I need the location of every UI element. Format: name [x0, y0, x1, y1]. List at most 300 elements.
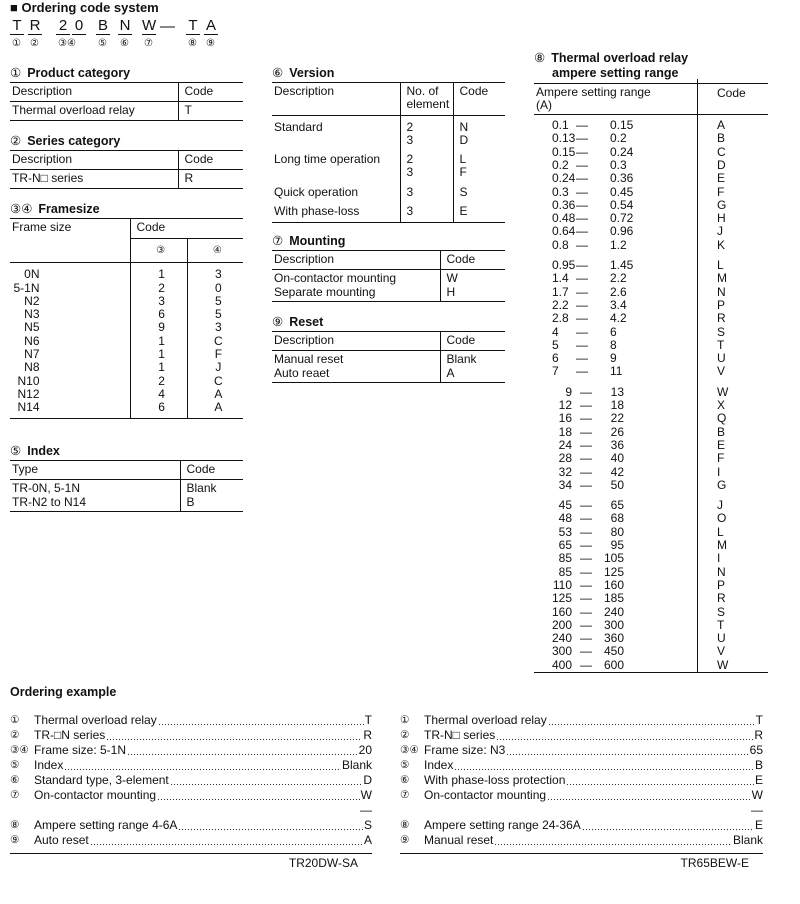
range-code: T: [717, 337, 725, 352]
reset-heading: [272, 314, 323, 329]
ordering-item: [400, 758, 763, 773]
code-letter: N: [119, 17, 131, 34]
code-position-number: ⑦: [144, 38, 153, 49]
ordering-item: [10, 803, 372, 818]
table-cell: W H: [440, 270, 505, 302]
range-to: 125: [603, 564, 624, 579]
code4-cell: F: [187, 348, 243, 361]
product-heading: [10, 65, 130, 80]
range-from: 0.24: [552, 171, 576, 186]
column-header: Code: [440, 251, 505, 270]
column-header: Description: [272, 83, 400, 116]
ampere-row: [534, 225, 768, 238]
range-to: 105: [603, 551, 624, 566]
range-dash: —: [576, 197, 588, 212]
range-dash: —: [580, 524, 592, 539]
range-dash: —: [580, 644, 592, 659]
ordering-item: [10, 743, 372, 758]
frame-size-cell: 0N: [24, 267, 40, 282]
range-dash: —: [580, 577, 592, 592]
item-label: Ampere setting range 24-36A: [424, 818, 581, 832]
item-code: A: [363, 833, 372, 847]
code-position-number: ⑧: [188, 38, 197, 49]
code4-cell: A: [187, 388, 243, 401]
ampere-row: [534, 539, 768, 552]
item-number: ⑦: [10, 789, 20, 801]
ordering-item: [10, 758, 372, 773]
ampere-row: [534, 352, 768, 365]
range-code: V: [717, 644, 726, 659]
ampere-row: [534, 659, 768, 672]
code-letter: A: [205, 17, 216, 34]
table-row: [272, 183, 505, 202]
range-to: 0.2: [610, 131, 627, 146]
frame-size-cell: 5-1N: [13, 280, 40, 295]
item-label: Frame size: 5-1N: [34, 743, 127, 757]
code3-cell: 1: [130, 263, 187, 282]
code3-cell: 1: [130, 335, 187, 348]
table-row: [10, 263, 243, 282]
frame-size-cell: N3: [24, 307, 40, 322]
dot-leader: [178, 818, 363, 833]
item-label: Thermal overload relay: [424, 713, 547, 727]
table-cell: TR-0N, 5-1N TR-N2 to N14: [12, 481, 87, 509]
item-code: 65: [749, 743, 763, 757]
model-number: TR65BEW-E: [680, 856, 749, 870]
range-from: 0.95: [552, 258, 576, 272]
item-code: W: [751, 788, 763, 802]
item-code: W: [360, 788, 372, 802]
table-cell: E: [453, 202, 505, 223]
table-cell: N D: [453, 115, 505, 150]
range-code: O: [717, 511, 727, 526]
column-header: Ampere setting range (A): [536, 85, 651, 113]
range-to: 6: [610, 324, 617, 339]
code3-cell: 1: [130, 348, 187, 361]
table-cell: Blank A: [440, 351, 505, 383]
code-letter: T: [10, 18, 24, 35]
ampere-row: [534, 499, 768, 512]
range-to: 450: [603, 644, 624, 659]
range-dash: —: [576, 364, 588, 379]
range-from: 240: [551, 631, 572, 646]
range-to: 0.15: [610, 118, 634, 132]
ampere-row: [534, 399, 768, 412]
code-letter: T: [186, 18, 200, 35]
code-position-number: ③④: [58, 38, 76, 49]
range-from: 0.13: [552, 131, 576, 146]
code4-cell: C: [187, 335, 243, 348]
range-code: Q: [717, 411, 727, 426]
ampere-table: [534, 83, 768, 673]
range-code: N: [717, 564, 726, 579]
item-label: On-contactor mounting: [424, 788, 547, 802]
range-code: B: [717, 424, 726, 439]
range-dash: —: [580, 464, 592, 479]
range-from: 0.2: [552, 157, 569, 172]
column-header: Description: [272, 332, 440, 351]
code3-cell: 4: [130, 388, 187, 401]
range-code: V: [717, 364, 726, 379]
column-header: Description: [10, 83, 178, 102]
table-cell: L F: [453, 150, 505, 183]
range-to: 2.2: [610, 271, 627, 286]
range-code: A: [717, 118, 726, 132]
table-cell: 3: [400, 183, 453, 202]
ampere-row: [534, 619, 768, 632]
range-from: 2.8: [552, 311, 569, 326]
range-to: 40: [610, 451, 624, 466]
item-label: Manual reset: [424, 833, 494, 847]
section-number: ①: [10, 66, 22, 80]
range-from: 12: [558, 398, 572, 412]
frame-size-cell: N10: [17, 373, 40, 388]
range-dash: —: [580, 451, 592, 466]
range-dash: —: [576, 351, 588, 366]
range-dash: —: [576, 144, 588, 159]
range-to: 80: [610, 524, 624, 539]
frame-size-cell: N2: [24, 293, 40, 308]
item-number: ⑦: [400, 789, 410, 801]
range-to: 185: [603, 591, 624, 606]
ampere-row: [534, 199, 768, 212]
range-code: B: [717, 131, 726, 146]
ampere-row: [534, 286, 768, 299]
reset-table: [272, 331, 505, 383]
table-cell: With phase-loss: [274, 204, 360, 219]
column-header: Code: [180, 461, 243, 480]
section-number: ②: [10, 134, 22, 148]
dot-leader: [547, 788, 751, 803]
range-code: S: [717, 324, 726, 339]
range-dash: —: [580, 617, 592, 632]
item-number: ①: [400, 714, 410, 726]
item-number: ①: [10, 714, 20, 726]
item-label: Thermal overload relay: [34, 713, 157, 727]
header-row: [10, 461, 243, 480]
range-from: 300: [551, 644, 572, 659]
header-row: [10, 83, 243, 102]
range-from: 6: [552, 351, 559, 366]
range-dash: —: [580, 398, 592, 412]
range-from: 18: [558, 424, 572, 439]
item-code: Blank: [341, 758, 372, 772]
range-to: 160: [603, 577, 624, 592]
page-title: ■ Ordering code system: [10, 0, 159, 15]
frame-size-cell: N7: [24, 347, 40, 362]
table-cell: Quick operation: [274, 184, 359, 199]
table-row: [10, 308, 243, 321]
range-to: 240: [603, 604, 624, 619]
column-header: Code: [178, 151, 243, 170]
table-row: [272, 202, 505, 223]
range-dash: —: [580, 604, 592, 619]
range-dash: —: [576, 131, 588, 146]
ampere-row: [534, 479, 768, 492]
frame-size-cell: N5: [24, 320, 40, 335]
series-table: [10, 150, 243, 189]
ordering-item: [400, 728, 763, 743]
range-code: T: [717, 617, 725, 632]
column-header: Description: [10, 151, 178, 170]
code-position-number: ⑤: [98, 38, 107, 49]
item-code: D: [363, 773, 372, 787]
range-from: 45: [558, 498, 572, 513]
mounting-heading: [272, 233, 345, 248]
table-cell: S: [453, 183, 505, 202]
range-dash: —: [580, 591, 592, 606]
item-code: E: [754, 773, 763, 787]
dot-leader: [170, 773, 363, 788]
table-row: [272, 351, 505, 383]
range-code: X: [717, 398, 726, 412]
dot-leader: [582, 818, 754, 833]
ampere-row: [534, 339, 768, 352]
range-to: 13: [610, 384, 624, 399]
item-number: ⑥: [10, 774, 20, 786]
range-code: G: [717, 477, 727, 492]
ampere-row: [534, 326, 768, 339]
item-number: ③④: [400, 744, 419, 756]
range-to: 300: [603, 617, 624, 632]
code4-cell: 5: [187, 295, 243, 308]
ampere-row: [534, 512, 768, 525]
dot-leader: [506, 743, 748, 758]
range-code: E: [717, 437, 726, 452]
header-row: [272, 251, 505, 270]
range-from: 48: [558, 511, 572, 526]
frame-size-cell: N8: [24, 360, 40, 375]
dot-leader: [106, 728, 362, 743]
ampere-row: [534, 259, 768, 272]
range-code: S: [717, 604, 726, 619]
code-letter: W: [142, 17, 157, 34]
ampere-row: [534, 579, 768, 592]
item-number: ②: [400, 729, 410, 741]
dot-leader: [127, 743, 358, 758]
range-to: 50: [610, 477, 624, 492]
ampere-row: [534, 239, 768, 252]
table-cell: On-contactor mounting Separate mounting: [274, 271, 397, 299]
item-number: ②: [10, 729, 20, 741]
frame-size-cell: N6: [24, 333, 40, 348]
column-header: Code: [717, 86, 746, 100]
range-dash: —: [580, 657, 592, 672]
section-number: ⑧: [534, 51, 546, 65]
section-number: ③④: [10, 202, 33, 216]
dot-leader: [34, 803, 360, 818]
header-row: [272, 332, 505, 351]
range-from: 110: [552, 577, 572, 592]
index-heading: [10, 443, 60, 458]
range-dash: —: [576, 184, 588, 199]
header-row: [10, 219, 243, 239]
section-title: Thermal overload relay: [551, 51, 689, 65]
range-to: 22: [610, 411, 624, 426]
range-to: 0.3: [610, 157, 627, 172]
ordering-item: [400, 818, 763, 833]
ordering-item: [400, 803, 763, 818]
item-label: On-contactor mounting: [34, 788, 157, 802]
dot-leader: [494, 833, 732, 848]
range-from: 0.3: [552, 184, 569, 199]
header-row: [272, 83, 505, 116]
range-from: 125: [551, 591, 572, 606]
table-row: [272, 270, 505, 302]
column-header: Description: [272, 251, 440, 270]
ampere-row: [534, 606, 768, 619]
item-code: T: [364, 713, 372, 727]
item-label: TR-N□ series: [424, 728, 496, 742]
item-code: —: [360, 803, 372, 817]
range-dash: —: [576, 224, 588, 239]
item-label: Auto reset: [34, 833, 89, 847]
range-code: W: [717, 657, 729, 672]
item-code: R: [754, 728, 763, 742]
range-code: M: [717, 271, 727, 286]
range-code: L: [717, 258, 724, 272]
section-title: Index: [27, 444, 60, 458]
column-header: Code: [130, 219, 243, 239]
section-number: ⑦: [272, 234, 284, 248]
dot-leader: [64, 758, 341, 773]
range-from: 85: [558, 551, 572, 566]
table-row: [10, 401, 243, 418]
code4-cell: 0: [187, 282, 243, 295]
range-code: I: [717, 551, 721, 566]
section-number: ⑤: [10, 444, 22, 458]
ordering-item: [10, 833, 372, 848]
table-cell: Manual reset Auto reaet: [274, 352, 344, 380]
code4-cell: J: [187, 361, 243, 374]
range-from: 0.15: [552, 144, 576, 159]
item-number: [10, 803, 34, 818]
range-from: 0.8: [552, 237, 569, 252]
item-code: S: [363, 818, 372, 832]
range-from: 24: [558, 437, 572, 452]
version-heading: [272, 65, 334, 80]
range-dash: —: [576, 297, 588, 312]
range-dash: —: [580, 437, 592, 452]
range-to: 600: [603, 657, 624, 672]
range-code: I: [717, 464, 721, 479]
range-dash: —: [576, 271, 588, 286]
item-label: Standard type, 3-element: [34, 773, 169, 787]
item-label: Frame size: N3: [424, 743, 506, 757]
dot-leader: [566, 773, 754, 788]
item-number: ⑧: [400, 819, 410, 831]
item-number: ⑧: [10, 819, 20, 831]
range-from: 32: [558, 464, 572, 479]
ampere-row: [534, 386, 768, 399]
range-from: 28: [558, 451, 572, 466]
ampere-row: [534, 159, 768, 172]
item-code: B: [754, 758, 763, 772]
dot-leader: [496, 728, 753, 743]
code4-cell: C: [187, 375, 243, 388]
header-divider: [534, 114, 768, 115]
item-label: Index: [34, 758, 64, 772]
range-to: 0.96: [610, 224, 634, 239]
range-from: 5: [552, 337, 559, 352]
range-from: 4: [552, 324, 559, 339]
range-code: C: [717, 144, 726, 159]
range-from: 85: [558, 564, 572, 579]
range-code: W: [717, 384, 729, 399]
range-from: 0.36: [552, 197, 576, 212]
range-dash: —: [580, 477, 592, 492]
range-from: 7: [552, 364, 559, 379]
range-code: K: [717, 237, 726, 252]
code3-cell: 9: [130, 321, 187, 334]
range-to: 0.45: [610, 184, 634, 199]
code3-cell: 2: [130, 282, 187, 295]
table-cell: T: [178, 102, 243, 120]
dot-leader: [454, 758, 754, 773]
range-to: 4.2: [610, 311, 627, 326]
range-from: 160: [551, 604, 572, 619]
ordering-item: [400, 743, 763, 758]
framesize-heading: [10, 201, 100, 216]
range-dash: —: [576, 157, 588, 172]
ampere-row: [534, 212, 768, 225]
range-from: 1.7: [552, 284, 569, 299]
index-table: [10, 460, 243, 512]
table-cell: Standard: [274, 119, 323, 134]
dot-leader: [548, 713, 755, 728]
title-text: Ordering code system: [21, 0, 159, 15]
range-from: 16: [558, 411, 572, 426]
table-row: [10, 388, 243, 401]
range-to: 11: [610, 364, 623, 379]
range-code: F: [717, 184, 725, 199]
section-title: Version: [289, 66, 335, 80]
ordering-item: [10, 773, 372, 788]
code-letter: 2: [56, 18, 70, 35]
column-header: ③: [130, 239, 187, 263]
ampere-row: [534, 632, 768, 645]
range-to: 360: [603, 631, 624, 646]
ordering-example: [400, 713, 763, 871]
code-letter: R: [29, 17, 41, 34]
code3-cell: 1: [130, 361, 187, 374]
item-label: TR-□N series: [34, 728, 106, 742]
table-row: [10, 321, 243, 334]
ordering-item: [400, 713, 763, 728]
ampere-row: [534, 552, 768, 565]
table-row: [272, 150, 505, 183]
item-number: ⑤: [400, 759, 410, 771]
section-title: Reset: [289, 315, 324, 329]
ampere-row: [534, 439, 768, 452]
header-row: [10, 151, 243, 170]
range-from: 9: [565, 384, 572, 399]
code-position-number: ②: [30, 38, 39, 49]
column-header: Frame size: [10, 219, 130, 263]
range-dash: —: [576, 258, 588, 272]
range-to: 0.24: [610, 144, 634, 159]
code4-cell: 5: [187, 308, 243, 321]
range-dash: —: [576, 324, 588, 339]
range-code: G: [717, 197, 727, 212]
range-from: 2.2: [552, 297, 569, 312]
range-to: 36: [610, 437, 624, 452]
range-to: 26: [610, 424, 624, 439]
code4-cell: 3: [187, 263, 243, 282]
dot-leader: [158, 713, 364, 728]
code-letter: —: [160, 18, 175, 35]
item-number: ③④: [10, 744, 29, 756]
